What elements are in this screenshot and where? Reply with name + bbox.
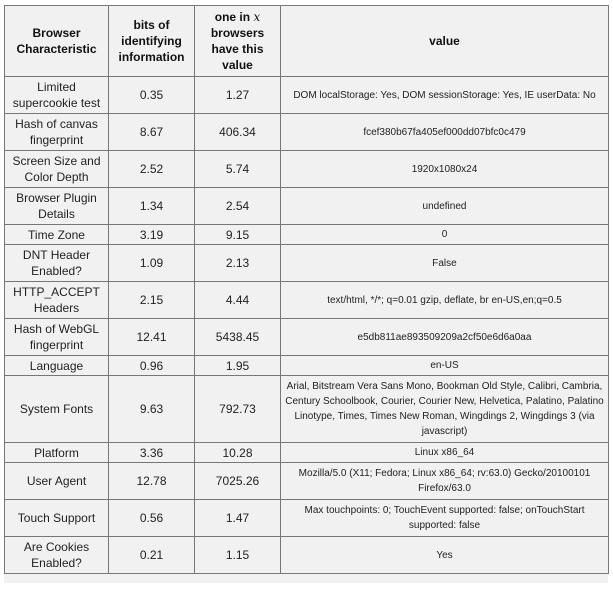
table-row [5,114,609,151]
table-header-row [5,6,609,77]
row-value: e5db811ae893509209a2cf50e6d6a0aa [281,319,609,356]
row-one-in: 1.47 [195,500,281,537]
row-characteristic: Browser Plugin Details [5,188,109,225]
row-one-in: 5.74 [195,151,281,188]
row-characteristic: Touch Support [5,500,109,537]
table-row [5,319,609,356]
row-value: en-US [281,356,609,376]
row-one-in: 7025.26 [195,463,281,500]
row-one-in: 1.27 [195,77,281,114]
row-characteristic: Hash of WebGL fingerprint [5,319,109,356]
row-value: Yes [281,537,609,574]
table-row [5,188,609,225]
row-bits: 2.15 [109,282,195,319]
row-characteristic: Limited supercookie test [5,77,109,114]
row-bits: 1.09 [109,245,195,282]
row-one-in: 10.28 [195,443,281,463]
row-one-in: 5438.45 [195,319,281,356]
header-one-in-x [195,6,281,77]
table-row [5,376,609,443]
header-one-in-prefix: one in [214,10,251,24]
table-row [5,151,609,188]
header-characteristic: Browser Characteristic [5,6,109,77]
row-value: text/html, */*; q=0.01 gzip, deflate, br en-US,en;q=0.5 [281,282,609,319]
row-bits: 0.56 [109,500,195,537]
row-value: Mozilla/5.0 (X11; Fedora; Linux x86_64; rv:63.0) Gecko/20100101 Firefox/63.0 [281,463,609,500]
row-bits: 3.19 [109,225,195,245]
row-bits: 8.67 [109,114,195,151]
header-one-in-suffix: browsers have this value [210,26,265,72]
header-bits: bits of identifying information [109,6,195,77]
row-characteristic: Platform [5,443,109,463]
row-bits: 12.41 [109,319,195,356]
table-row [5,443,609,463]
row-value: undefined [281,188,609,225]
row-one-in: 406.34 [195,114,281,151]
row-bits: 3.36 [109,443,195,463]
row-value: False [281,245,609,282]
row-bits: 0.35 [109,77,195,114]
row-one-in: 4.44 [195,282,281,319]
row-characteristic: DNT Header Enabled? [5,245,109,282]
row-one-in: 1.15 [195,537,281,574]
table-row [5,463,609,500]
table-row [5,282,609,319]
row-bits: 0.96 [109,356,195,376]
row-value: Arial, Bitstream Vera Sans Mono, Bookman Old Style, Calibri, Cambria, Century Schoolbook, Courier, Courier New, Helvetica, Palatino, Palatino Linotype, Times, Times New Roman, Wingdings 2, Wingdings 3 (via javascript) [281,376,609,443]
row-one-in: 9.15 [195,225,281,245]
table-row [5,356,609,376]
header-value: value [281,6,609,77]
row-characteristic: System Fonts [5,376,109,443]
row-one-in: 2.13 [195,245,281,282]
row-bits: 1.34 [109,188,195,225]
row-value: DOM localStorage: Yes, DOM sessionStorage: Yes, IE userData: No [281,77,609,114]
row-value: Linux x86_64 [281,443,609,463]
row-characteristic: HTTP_ACCEPT Headers [5,282,109,319]
row-one-in: 792.73 [195,376,281,443]
row-bits: 12.78 [109,463,195,500]
table-row [5,500,609,537]
row-characteristic: Time Zone [5,225,109,245]
row-one-in: 2.54 [195,188,281,225]
table-row [5,245,609,282]
row-bits: 0.21 [109,537,195,574]
table-row [5,77,609,114]
row-value: Max touchpoints: 0; TouchEvent supported: false; onTouchStart supported: false [281,500,609,537]
row-characteristic: Hash of canvas fingerprint [5,114,109,151]
row-bits: 9.63 [109,376,195,443]
row-value: 1920x1080x24 [281,151,609,188]
row-characteristic: Are Cookies Enabled? [5,537,109,574]
row-value: 0 [281,225,609,245]
table-row [5,537,609,574]
row-characteristic: User Agent [5,463,109,500]
fingerprint-table [4,5,609,574]
row-bits: 2.52 [109,151,195,188]
row-characteristic: Language [5,356,109,376]
row-characteristic: Screen Size and Color Depth [5,151,109,188]
fingerprint-results-panel [4,5,608,583]
row-one-in: 1.95 [195,356,281,376]
header-one-in-variable: x [253,10,261,24]
row-value: fcef380b67fa405ef000dd07bfc0c479 [281,114,609,151]
table-row [5,225,609,245]
